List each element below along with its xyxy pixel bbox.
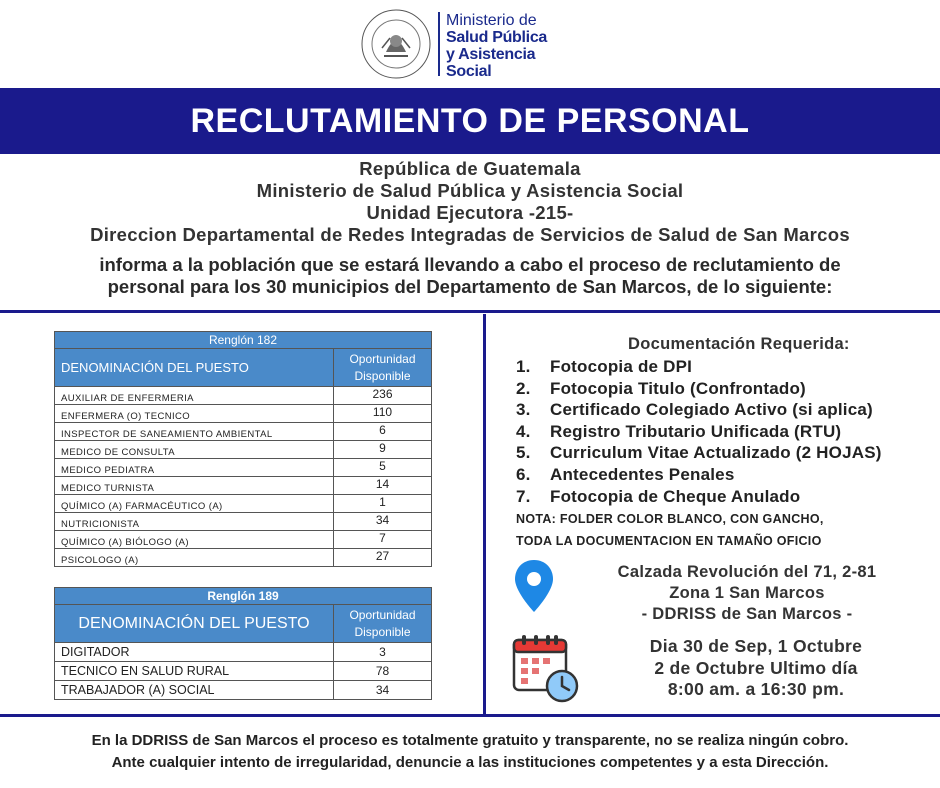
- footer-notice: [0, 730, 940, 774]
- document-item: [510, 442, 930, 464]
- logo-line: Ministerio de: [446, 12, 537, 29]
- documents-list: [510, 356, 930, 507]
- availability-count: 9: [334, 441, 432, 459]
- header: [0, 0, 940, 88]
- document-number: 5.: [516, 443, 531, 463]
- table-row: [55, 405, 432, 423]
- position-name: MEDICO DE CONSULTA: [55, 441, 334, 459]
- position-name: AUXILIAR DE ENFERMERIA: [55, 387, 334, 405]
- table-row: [55, 531, 432, 549]
- document-text: Fotocopia Titulo (Confrontado): [550, 378, 806, 398]
- availability-count: 34: [334, 513, 432, 531]
- availability-count: 7: [334, 531, 432, 549]
- intro-notice-line: personal para los 30 municipios del Departamento de San Marcos, de lo siguiente:: [107, 276, 833, 297]
- table-caption: Renglón 189: [55, 588, 432, 605]
- position-name: MEDICO TURNISTA: [55, 477, 334, 495]
- table-renglon-182: [54, 331, 432, 567]
- position-name: TRABAJADOR (A) SOCIAL: [55, 681, 334, 700]
- document-text: Curriculum Vitae Actualizado (2 HOJAS): [550, 443, 882, 463]
- availability-count: 34: [334, 681, 432, 700]
- address-line: Calzada Revolución del 71, 2-81: [617, 563, 877, 581]
- document-text: Certificado Colegiado Activo (si aplica): [550, 400, 873, 420]
- column-header-line: Disponible: [354, 368, 411, 383]
- documents-title: Documentación Requerida:: [628, 335, 850, 353]
- note-line: TODA LA DOCUMENTACION EN TAMAÑO OFICIO: [516, 534, 822, 549]
- availability-count: 14: [334, 477, 432, 495]
- position-name: MEDICO PEDIATRA: [55, 459, 334, 477]
- document-number: 3.: [516, 400, 531, 420]
- document-text: Fotocopia de DPI: [550, 357, 693, 376]
- table-row: [55, 441, 432, 459]
- document-text: Fotocopia de Cheque Anulado: [550, 486, 801, 506]
- documents-note: [510, 508, 930, 552]
- table-row: [55, 459, 432, 477]
- document-item: [510, 399, 930, 421]
- table-row: [55, 423, 432, 441]
- column-header-line: Disponible: [354, 624, 411, 639]
- availability-count: 1: [334, 495, 432, 513]
- logo-line: Salud Pública: [446, 29, 548, 46]
- position-name: TECNICO EN SALUD RURAL: [55, 662, 334, 681]
- position-name: ENFERMERA (O) TECNICO: [55, 405, 334, 423]
- divider-top: [0, 310, 940, 313]
- table-row: [55, 387, 432, 405]
- table-row: [55, 477, 432, 495]
- schedule-line: 2 de Octubre Ultimo día: [654, 657, 858, 678]
- required-documents: [510, 334, 930, 552]
- footer-line: Ante cualquier intento de irregularidad, denuncie a las instituciones competentes y a esta Dirección.: [111, 754, 829, 771]
- position-name: INSPECTOR DE SANEAMIENTO AMBIENTAL: [55, 423, 334, 441]
- intro-notice-line: informa a la población que se estará llevando a cabo el proceso de reclutamiento de: [99, 254, 841, 275]
- schedule-line: 8:00 am. a 16:30 pm.: [667, 679, 845, 699]
- column-header-availability: [334, 605, 432, 643]
- page-title: RECLUTAMIENTO DE PERSONAL: [0, 88, 940, 154]
- logo-separator: [438, 12, 440, 76]
- ministry-logo: [446, 12, 547, 80]
- document-text: Registro Tributario Unificada (RTU): [550, 421, 842, 441]
- address-line: Zona 1 San Marcos: [669, 584, 825, 602]
- divider-vertical: [483, 314, 486, 714]
- footer-line: En la DDRISS de San Marcos el proceso es totalmente gratuito y transparente, no se realiza ningún cobro.: [91, 732, 849, 749]
- position-name: QUÍMICO (A) BIÓLOGO (A): [55, 531, 334, 549]
- location-pin-icon: [512, 558, 556, 614]
- schedule-block: [596, 636, 916, 701]
- availability-count: 3: [334, 643, 432, 662]
- intro-block: [0, 158, 940, 298]
- table-row: [55, 681, 432, 700]
- document-item: [510, 486, 930, 508]
- logo-line: y Asistencia: [446, 46, 536, 63]
- divider-bottom: [0, 714, 940, 717]
- table-renglon-189: [54, 587, 432, 700]
- column-header-availability: [334, 349, 432, 387]
- logo-line: Social: [446, 63, 492, 80]
- document-item: [510, 464, 930, 486]
- intro-line: Direccion Departamental de Redes Integradas de Servicios de Salud de San Marcos: [90, 224, 850, 245]
- document-number: 1.: [516, 357, 531, 376]
- column-header-name: DENOMINACIÓN DEL PUESTO: [55, 349, 334, 387]
- availability-count: 27: [334, 549, 432, 567]
- intro-notice: [0, 254, 940, 298]
- column-header-name: DENOMINACIÓN DEL PUESTO: [55, 605, 334, 643]
- document-number: 2.: [516, 378, 531, 398]
- column-header-line: Oportunidad: [349, 607, 416, 622]
- availability-count: 236: [334, 387, 432, 405]
- calendar-clock-icon: [510, 632, 582, 704]
- intro-line: Ministerio de Salud Pública y Asistencia Social: [256, 180, 684, 201]
- schedule-line: Dia 30 de Sep, 1 Octubre: [649, 636, 863, 656]
- address-block: [566, 562, 928, 625]
- position-name: PSICOLOGO (A): [55, 549, 334, 567]
- intro-line: República de Guatemala: [359, 158, 581, 179]
- availability-count: 6: [334, 423, 432, 441]
- document-text: Antecedentes Penales: [550, 464, 735, 484]
- table-row: [55, 495, 432, 513]
- guatemala-seal-icon: [360, 8, 432, 80]
- position-name: DIGITADOR: [55, 643, 334, 662]
- table-row: [55, 549, 432, 567]
- column-header-line: Oportunidad: [349, 351, 416, 366]
- document-number: 6.: [516, 464, 531, 484]
- document-item: [510, 356, 930, 378]
- position-name: QUÍMICO (A) FARMACÉUTICO (A): [55, 495, 334, 513]
- position-name: NUTRICIONISTA: [55, 513, 334, 531]
- document-number: 7.: [516, 486, 531, 506]
- document-item: [510, 421, 930, 443]
- document-number: 4.: [516, 421, 531, 441]
- table-row: [55, 513, 432, 531]
- address-line: - DDRISS de San Marcos -: [641, 605, 853, 623]
- table-row: [55, 662, 432, 681]
- intro-line: Unidad Ejecutora -215-: [366, 202, 574, 223]
- availability-count: 78: [334, 662, 432, 681]
- note-line: NOTA: FOLDER COLOR BLANCO, CON GANCHO,: [516, 512, 824, 527]
- availability-count: 5: [334, 459, 432, 477]
- table-row: [55, 643, 432, 662]
- availability-count: 110: [334, 405, 432, 423]
- table-caption: Renglón 182: [55, 332, 432, 349]
- document-item: [510, 378, 930, 400]
